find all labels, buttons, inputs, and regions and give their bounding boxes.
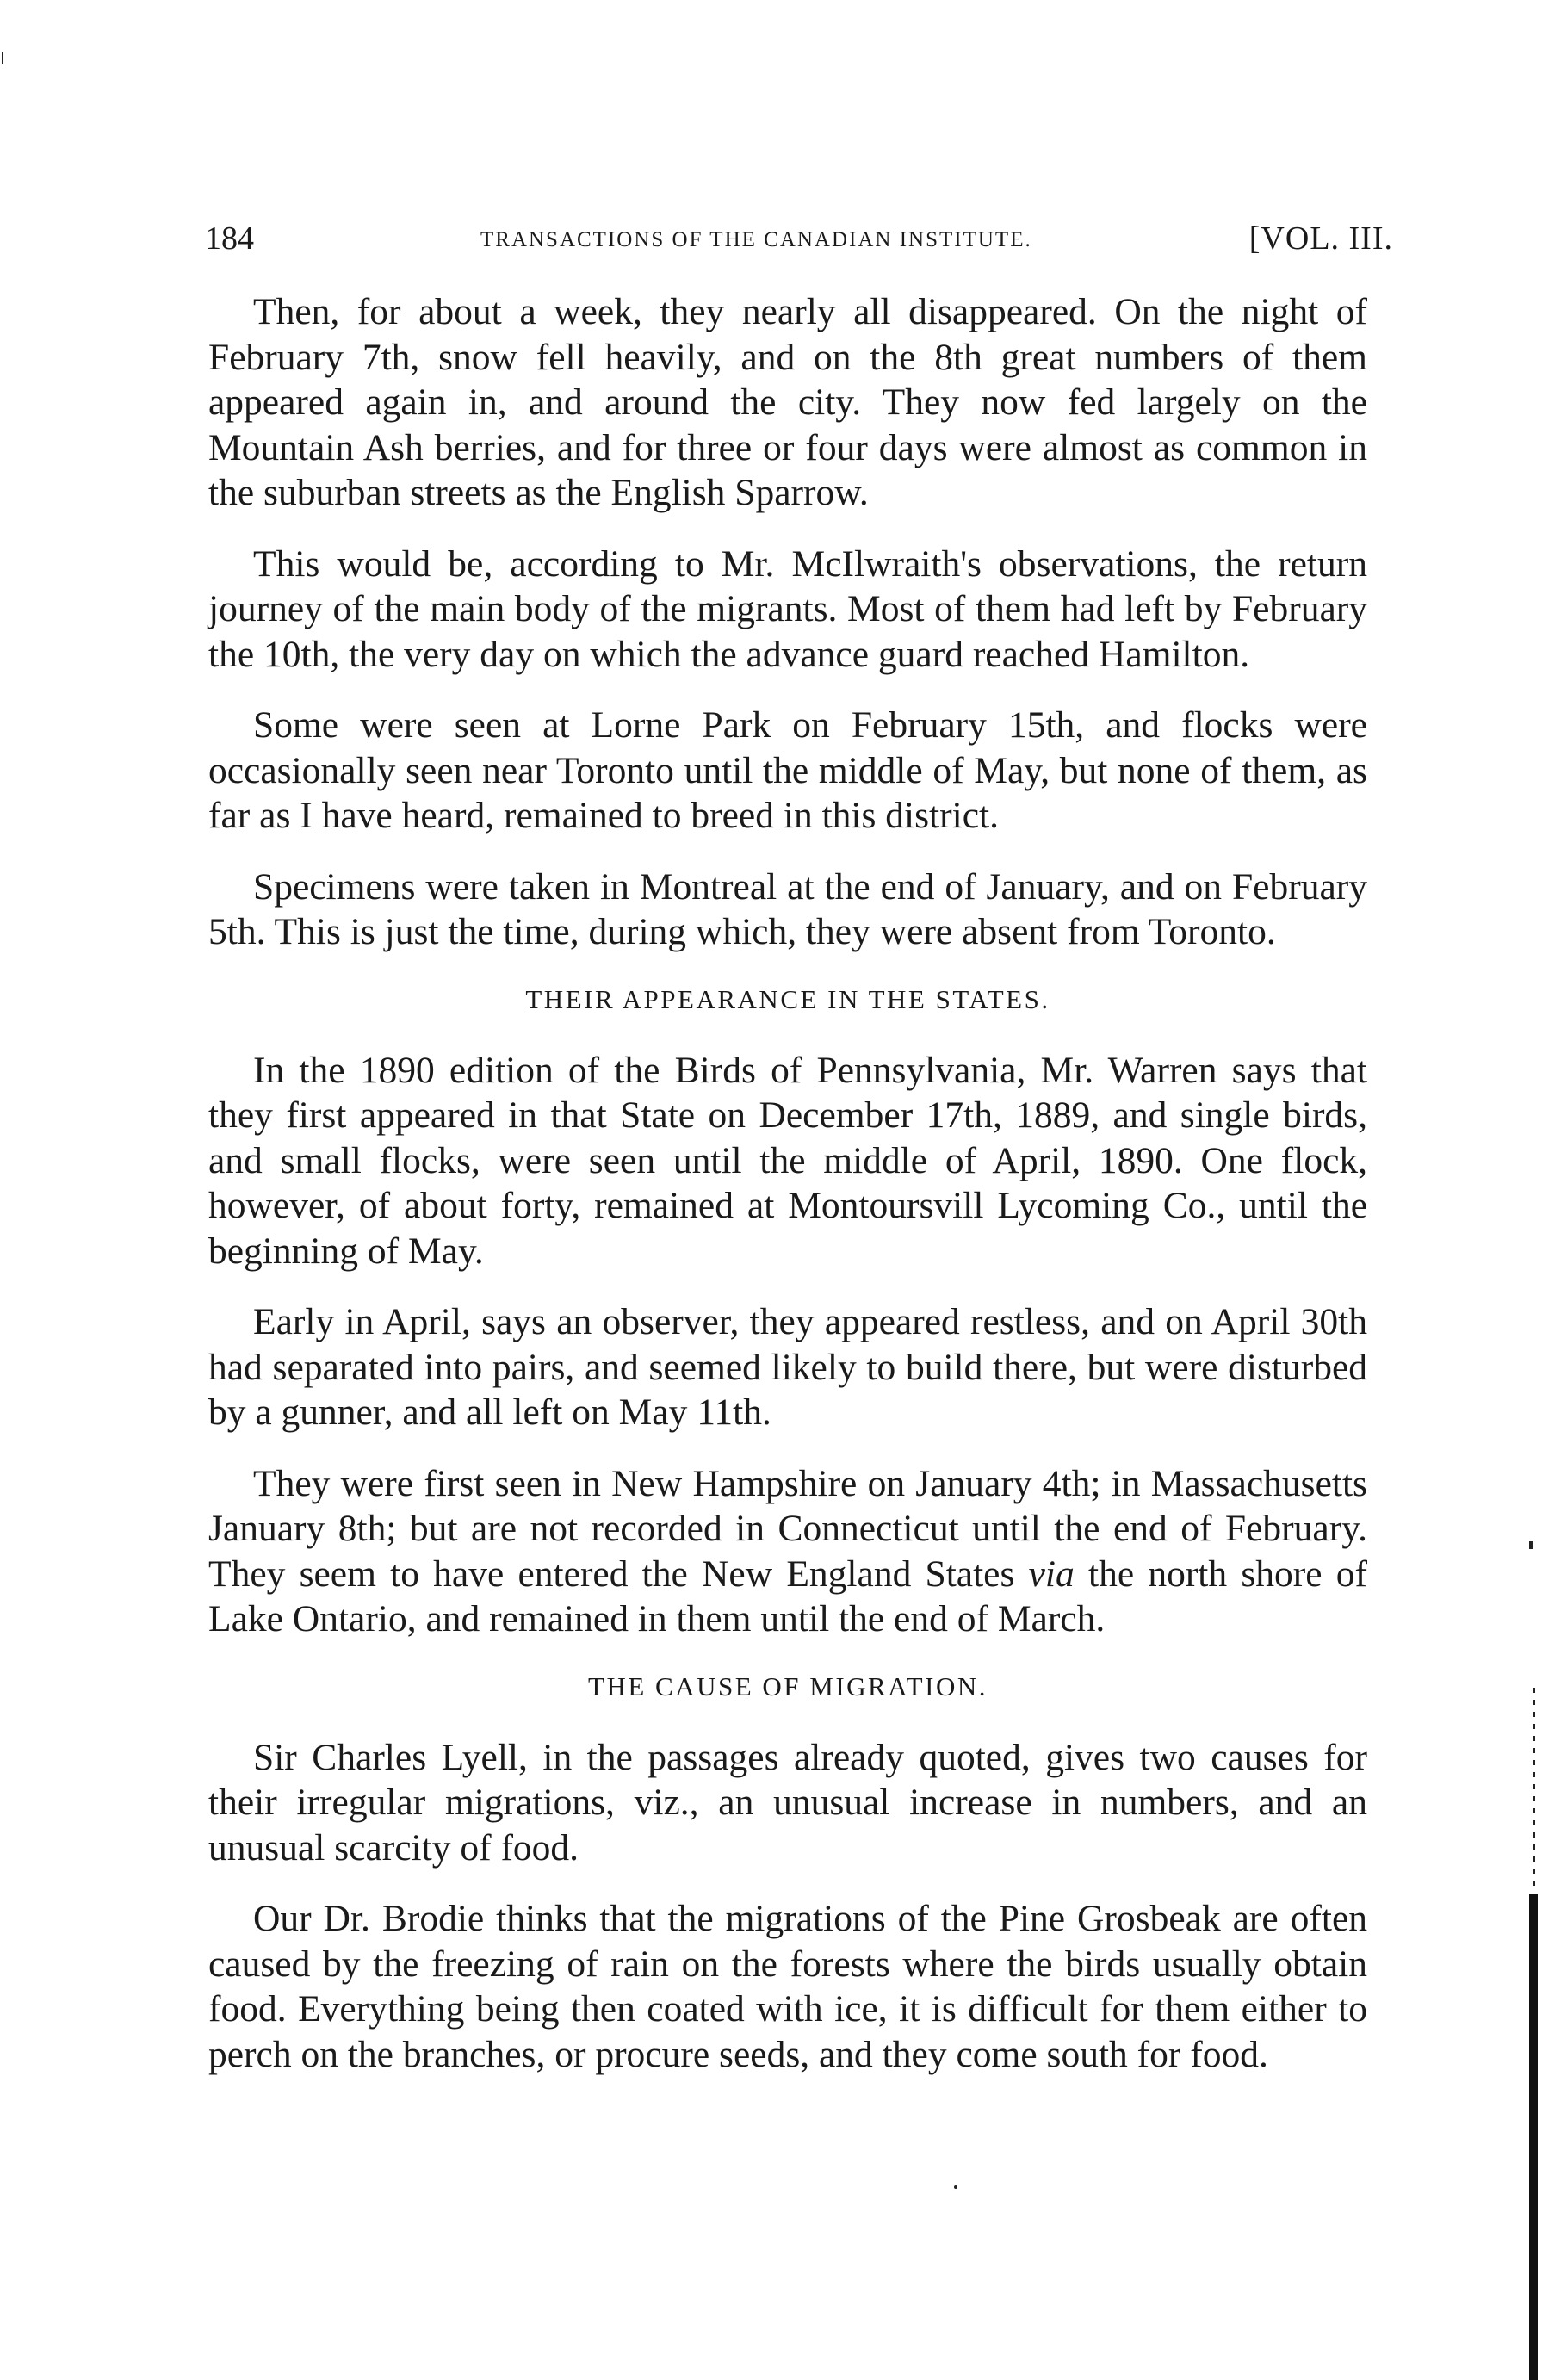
scan-edge-bar <box>1529 1894 1538 2380</box>
journal-title: TRANSACTIONS OF THE CANADIAN INSTITUTE. <box>480 228 1032 251</box>
paragraph-text: the north shore of Lake Ontario, and remained in them until the end of March. <box>208 1553 1367 1639</box>
scan-speck <box>2 52 3 64</box>
scan-speck <box>954 2185 957 2189</box>
scan-edge-mark <box>1533 1688 1535 1886</box>
page-number: 184 <box>205 220 254 257</box>
paragraph <box>208 1461 1367 1642</box>
paragraph: Sir Charles Lyell, in the passages already quoted, gives two causes for their irregular migrations, viz., an unusual increase in numbers, and an unusual scarcity of food. <box>208 1736 1367 1869</box>
paragraph: Some were seen at Lorne Park on February 15th, and flocks were occasionally seen near Toronto until the middle of May, but none of them, as far as I have heard, remained to breed in this district. <box>208 704 1367 836</box>
paragraph: This would be, according to Mr. McIlwraith's observations, the return journey of the main body of the migrants. Most of them had left by February the 10th, the very day on which the advance guard reached Hamilton. <box>208 542 1367 675</box>
paragraph: Early in April, says an observer, they appeared restless, and on April 30th had separated into pairs, and seemed likely to build there, but were disturbed by a gunner, and all left on May 11th. <box>208 1301 1367 1433</box>
scan-speck <box>1529 1541 1533 1549</box>
volume-label: [VOL. III. <box>1248 220 1393 257</box>
section-heading: THE CAUSE OF MIGRATION. <box>588 1670 988 1701</box>
section-heading: THEIR APPEARANCE IN THE STATES. <box>525 983 1050 1014</box>
paragraph: Then, for about a week, they nearly all disappeared. On the night of February 7th, snow fell heavily, and on the 8th great numbers of them appeared again in, and around the city. They now fed largely on the Mountain Ash berries, and for three or four days were almost as common in the suburban streets as the English Sparrow. <box>208 291 1367 513</box>
paragraph: Specimens were taken in Montreal at the end of January, and on February 5th. This is just the time, during which, they were absent from Toronto. <box>208 865 1367 952</box>
paragraph: Our Dr. Brodie thinks that the migrations of the Pine Grosbeak are often caused by the freezing of rain on the forests where the birds usually obtain food. Everything being then coated with ice, it is difficult for them either to perch on the branches, or procure seeds, and they come south for food. <box>208 1898 1367 2075</box>
article-body <box>208 289 1367 2077</box>
running-head <box>205 217 1393 260</box>
italic-word: via <box>1028 1553 1075 1595</box>
paragraph-text: They were first seen in New Hampshire on January 4th; in Massachusetts January 8th; but are not recorded in Connecticut until the end of February. They seem to have entered the New England States <box>208 1462 1367 1595</box>
paragraph: In the 1890 edition of the Birds of Pennsylvania, Mr. Warren says that they first appeared in that State on December 17th, 1889, and single birds, and small flocks, were seen until the middle of April, 1890. One flock, however, of about forty, remained at Montoursvill Lycoming Co., until the beginning of May. <box>208 1049 1367 1272</box>
